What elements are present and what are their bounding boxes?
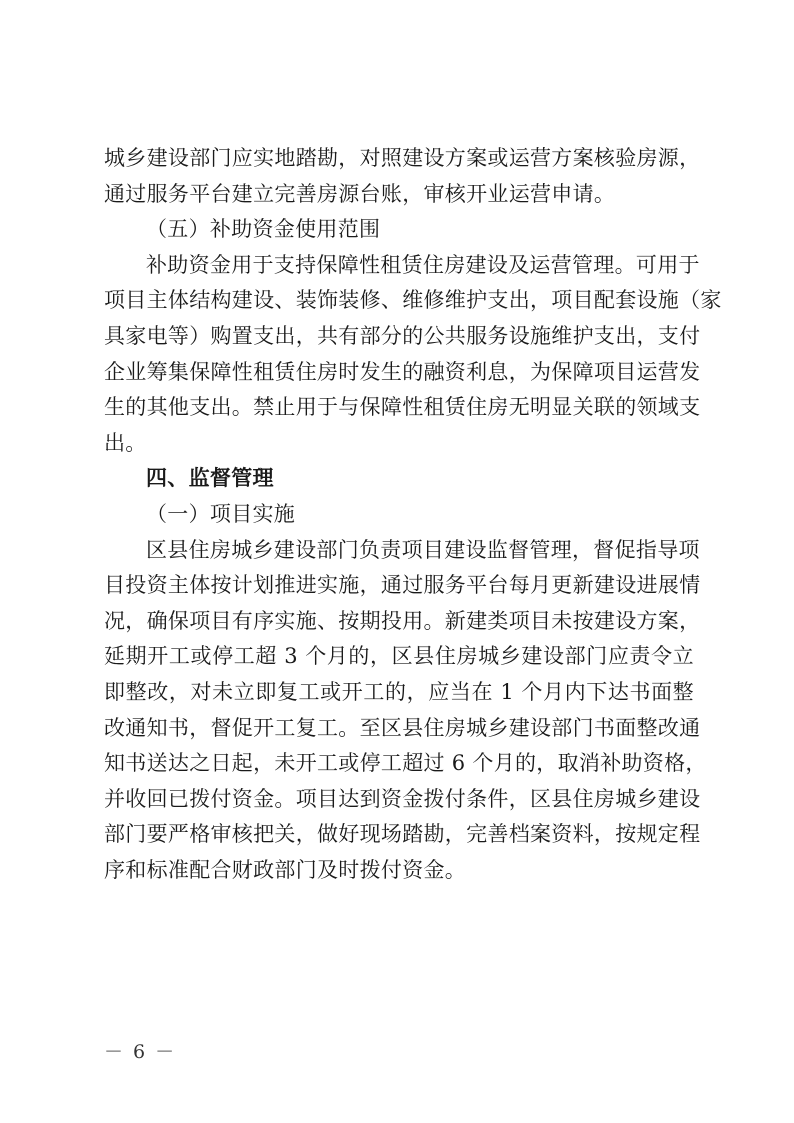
paragraph-line: 延期开工或停工超 3 个月的，区县住房城乡建设部门应责令立	[104, 644, 694, 669]
paragraph-line: 城乡建设部门应实地踏勘，对照建设方案或运营方案核验房源，	[104, 146, 701, 170]
paragraph-line: 企业筹集保障性租赁住房时发生的融资利息，为保障项目运营发	[104, 359, 701, 384]
section-subheading: （一）项目实施	[146, 501, 296, 526]
paragraph-line: 区县住房城乡建设部门负责项目建设监督管理，督促指导项	[146, 537, 700, 562]
section-subheading: （五）补助资金使用范围	[146, 217, 381, 242]
paragraph-line: 况，确保项目有序实施、按期投用。新建类项目未按建设方案，	[104, 608, 701, 633]
page-number: － 6 －	[104, 1041, 177, 1063]
body-text	[104, 141, 722, 888]
paragraph-line: 即整改，对未立即复工或开工的，应当在 1 个月内下达书面整	[104, 679, 694, 704]
paragraph-line: 生的其他支出。禁止用于与保障性租赁住房无明显关联的领域支	[104, 395, 701, 420]
paragraph-line: 具家电等）购置支出，共有部分的公共服务设施维护支出，支付	[104, 323, 701, 348]
paragraph-line: 目投资主体按计划推进实施，通过服务平台每月更新建设进展情	[104, 573, 701, 598]
paragraph-line: 并收回已拨付资金。项目达到资金拨付条件，区县住房城乡建设	[104, 786, 701, 811]
paragraph-line: 改通知书，督促开工复工。至区县住房城乡建设部门书面整改通	[104, 715, 701, 740]
paragraph-line: 通过服务平台建立完善房源台账，审核开业运营申请。	[104, 181, 616, 206]
paragraph-line: 项目主体结构建设、装饰装修、维修维护支出，项目配套设施（家	[104, 288, 722, 313]
paragraph-line: 序和标准配合财政部门及时拨付资金。	[104, 857, 467, 882]
paragraph-line: 出。	[104, 430, 147, 455]
section-heading: 四、监督管理	[146, 466, 274, 491]
paragraph-line: 知书送达之日起，未开工或停工超过 6 个月的，取消补助资格，	[104, 751, 707, 776]
paragraph-line: 补助资金用于支持保障性租赁住房建设及运营管理。可用于	[146, 252, 700, 277]
paragraph-line: 部门要严格审核把关，做好现场踏勘，完善档案资料，按规定程	[104, 822, 701, 847]
